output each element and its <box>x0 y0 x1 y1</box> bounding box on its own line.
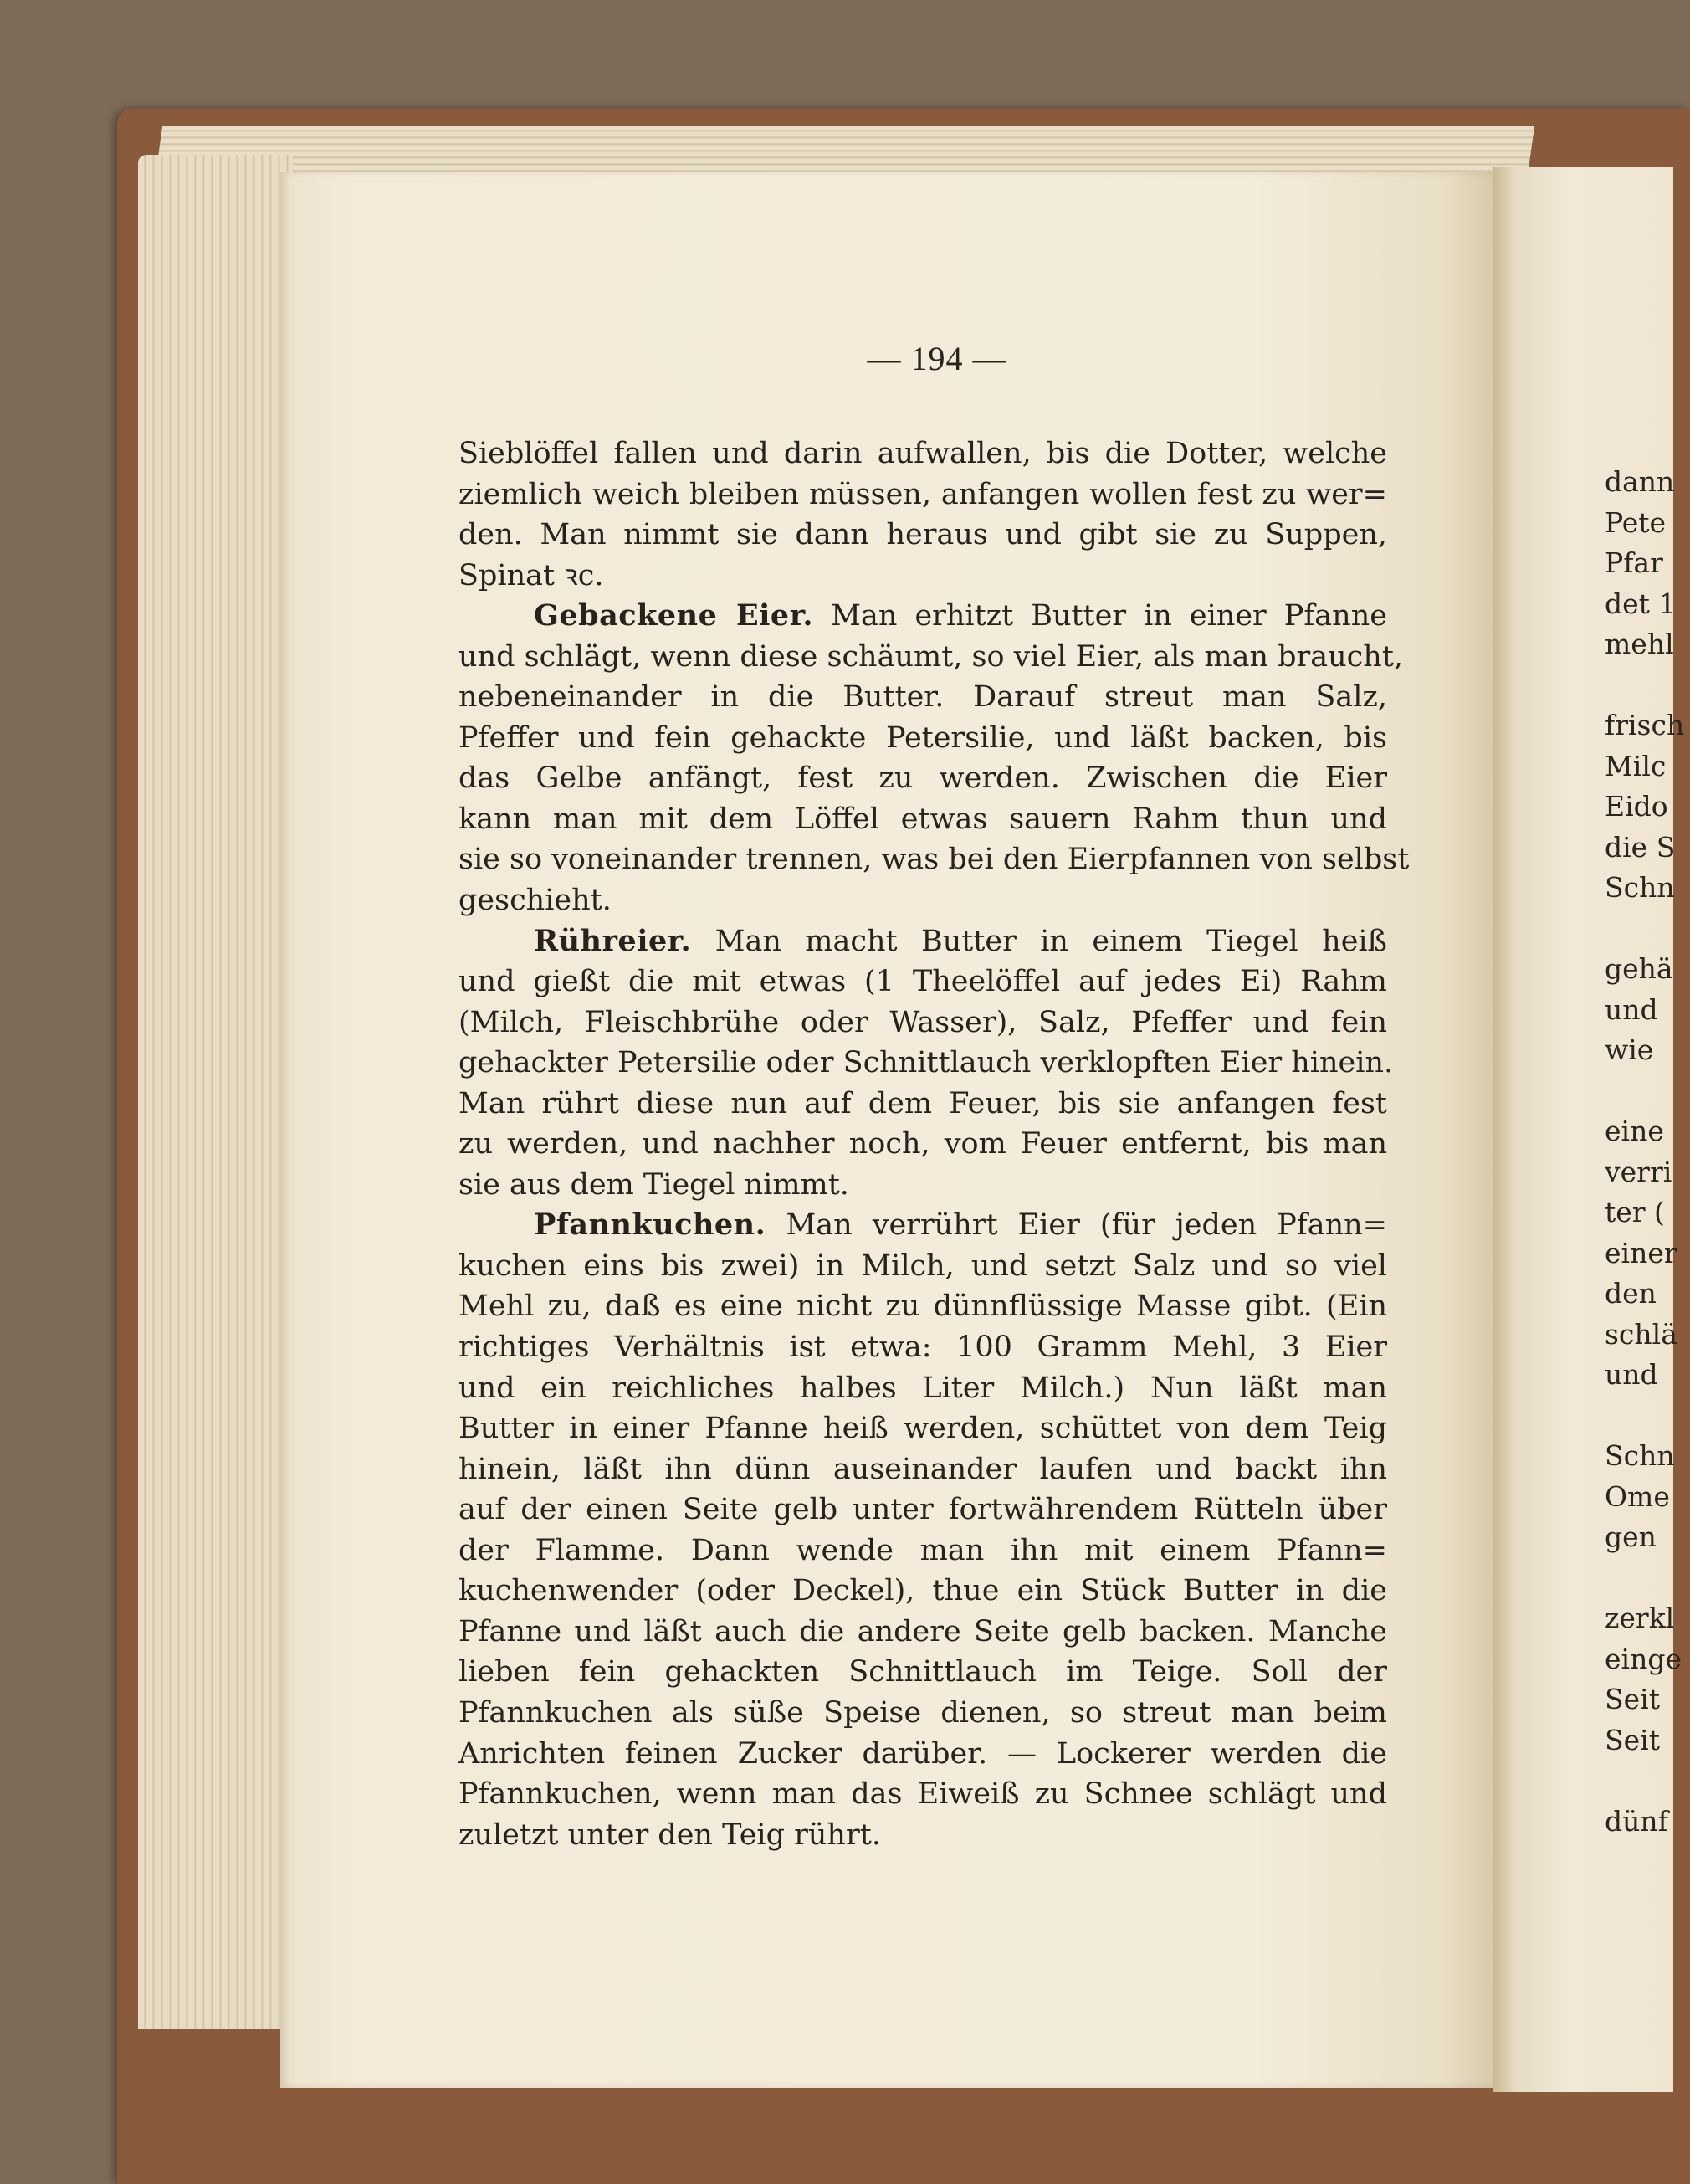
text-line <box>458 758 1387 799</box>
facing-fragment: einer <box>1605 1236 1677 1269</box>
facing-fragment: gehä <box>1605 952 1673 985</box>
facing-page-text-fragments <box>1605 462 1685 1842</box>
line-text: zuletzt unter den Teig rührt. <box>458 1817 881 1852</box>
text-line <box>458 1571 1387 1612</box>
facing-fragment: gen <box>1605 1520 1657 1553</box>
facing-fragment: ter ( <box>1605 1196 1665 1228</box>
facing-fragment: Schn <box>1605 871 1675 904</box>
line-text: auf der einen Seite gelb unter fortwährendem Rütteln über <box>458 1493 1387 1527</box>
facing-fragment: Pfar <box>1605 546 1663 579</box>
text-line <box>458 1489 1387 1530</box>
facing-fragment <box>1605 1761 1673 1802</box>
text-line <box>458 1286 1387 1327</box>
text-line <box>458 1652 1387 1693</box>
page-number: — 194 — <box>867 340 1007 377</box>
line-text: gehackter Petersilie oder Schnittlauch verklopften Eier hinein. <box>458 1046 1394 1080</box>
line-text: richtiges Verhältnis ist etwa: 100 Gramm Mehl, 3 Eier <box>458 1330 1387 1365</box>
facing-fragment: Ome <box>1605 1479 1670 1513</box>
facing-fragment: Schn <box>1605 1439 1675 1472</box>
line-text: kann man mit dem Löffel etwas sauern Rahm thun und <box>458 802 1387 836</box>
facing-fragment: dünf <box>1605 1804 1668 1838</box>
paragraph <box>458 1205 1387 1855</box>
facing-fragment <box>1605 1396 1673 1437</box>
text-line <box>458 637 1404 678</box>
facing-fragment: mehl <box>1605 628 1674 660</box>
facing-fragment <box>1605 1071 1673 1112</box>
line-text: kuchen eins bis zwei) in Milch, und setzt Salz und so viel <box>458 1248 1387 1283</box>
text-line <box>458 1043 1394 1084</box>
facing-fragment: und <box>1605 1358 1658 1391</box>
line-text: Man erhitzt Butter in einer Pfanne <box>831 599 1387 633</box>
paragraph <box>458 596 1410 920</box>
line-text: ziemlich weich bleiben müssen, anfangen wollen fest zu wer= <box>458 477 1387 511</box>
line-text: Pfannkuchen, wenn man das Eiweiß zu Schnee schlägt und <box>458 1777 1387 1812</box>
facing-fragment: schlä <box>1605 1317 1677 1351</box>
text-line <box>458 880 1387 921</box>
paragraph <box>458 433 1387 596</box>
line-text: Butter in einer Pfanne heiß werden, schüttet von dem Teig <box>458 1412 1387 1446</box>
facing-fragment: Pete <box>1605 505 1667 539</box>
line-text: sie aus dem Tiegel nimmt. <box>458 1167 849 1202</box>
text-line <box>458 1815 1387 1856</box>
line-text: kuchenwender (oder Deckel), thue ein Stück Butter in die <box>458 1574 1387 1608</box>
facing-fragment <box>1605 909 1673 950</box>
facing-fragment: die S <box>1605 830 1676 864</box>
facing-fragment <box>1605 665 1673 706</box>
text-line <box>458 556 1387 597</box>
text-line <box>458 1124 1387 1165</box>
line-text: nebeneinander in die Butter. Darauf streut man Salz, <box>458 680 1387 715</box>
page-body-text <box>458 433 1410 1855</box>
text-line <box>458 718 1387 759</box>
text-line <box>458 921 1387 962</box>
line-text: Sieblöffel fallen und darin aufwallen, bis die Dotter, welche <box>458 437 1387 470</box>
facing-fragment: eine <box>1605 1115 1664 1147</box>
line-text: den. Man nimmt sie dann heraus und gibt sie zu Suppen, <box>458 518 1387 552</box>
line-text: das Gelbe anfängt, fest zu werden. Zwischen die Eier <box>458 761 1387 796</box>
text-line <box>458 474 1387 515</box>
facing-fragment: wie <box>1605 1033 1654 1066</box>
facing-fragment: dann <box>1605 465 1675 498</box>
line-text: Man verrührt Eier (für jeden Pfann= <box>786 1208 1387 1243</box>
text-line <box>458 1205 1387 1246</box>
page-block-top-edge <box>156 126 1534 176</box>
line-text: und schlägt, wenn diese schäumt, so viel Eier, als man braucht, <box>458 639 1404 674</box>
facing-fragment: einge <box>1605 1642 1682 1675</box>
facing-fragment: und <box>1605 992 1658 1026</box>
text-line <box>458 1084 1387 1125</box>
recipe-heading: Pfannkuchen. <box>534 1207 766 1243</box>
text-line <box>458 961 1387 1002</box>
line-text: und gießt die mit etwas (1 Theelöffel auf jedes Ei) Rahm <box>458 965 1387 999</box>
page-block-side-edge <box>138 155 293 2029</box>
text-line <box>458 1774 1387 1815</box>
text-line <box>458 1368 1387 1409</box>
line-text: und ein reichliches halbes Liter Milch.) Nun läßt man <box>458 1371 1387 1405</box>
text-line <box>458 1734 1387 1775</box>
line-text: Man rührt diese nun auf dem Feuer, bis sie anfangen fest <box>458 1086 1387 1120</box>
text-line <box>458 1246 1387 1287</box>
line-text: Pfannkuchen als süße Speise dienen, so streut man beim <box>458 1695 1387 1730</box>
line-text: hinein, läßt ihn dünn auseinander laufen und backt ihn <box>458 1452 1387 1486</box>
line-text: Pfeffer und fein gehackte Petersilie, und läßt backen, bis <box>458 720 1387 755</box>
recipe-heading: Rühreier. <box>534 923 692 958</box>
facing-fragment: Seit <box>1605 1723 1660 1756</box>
text-line <box>458 799 1387 840</box>
facing-fragment: zerkl <box>1605 1602 1675 1634</box>
line-text: geschieht. <box>458 884 612 918</box>
line-text: Anrichten feinen Zucker darüber. — Lockerer werden die <box>458 1736 1387 1771</box>
text-line <box>458 1449 1387 1490</box>
text-line <box>458 1612 1387 1653</box>
recipe-heading: Gebackene Eier. <box>534 598 814 633</box>
text-line <box>458 1530 1387 1571</box>
text-line <box>458 1002 1387 1043</box>
facing-fragment: det 1 <box>1605 587 1677 620</box>
facing-fragment: Milc <box>1605 749 1667 782</box>
line-text: (Milch, Fleischbrühe oder Wasser), Salz, Pfeffer und fein <box>458 1005 1387 1039</box>
facing-fragment: verri <box>1605 1155 1672 1188</box>
line-text: sie so voneinander trennen, was bei den Eierpfannen von selbst <box>458 843 1410 877</box>
text-line <box>458 839 1410 880</box>
facing-fragment: Eido <box>1605 790 1668 823</box>
line-text: der Flamme. Dann wende man ihn mit einem Pfann= <box>458 1533 1387 1567</box>
facing-fragment: frisch <box>1605 709 1685 741</box>
text-line <box>458 596 1387 637</box>
facing-fragment <box>1605 1558 1673 1599</box>
line-text: Man macht Butter in einem Tiegel heiß <box>714 924 1387 958</box>
text-line <box>458 1165 1387 1206</box>
facing-fragment: den <box>1605 1277 1657 1310</box>
line-text: Pfanne und läßt auch die andere Seite gelb backen. Manche <box>458 1614 1387 1648</box>
line-text: Spinat ꝛc. <box>458 558 604 592</box>
line-text: Mehl zu, daß es eine nicht zu dünnflüssige Masse gibt. (Ein <box>458 1289 1387 1324</box>
facing-fragment: Seit <box>1605 1683 1660 1715</box>
text-line <box>458 1327 1387 1368</box>
line-text: lieben fein gehackten Schnittlauch im Teige. Soll der <box>458 1655 1387 1689</box>
text-line <box>458 677 1387 718</box>
text-line <box>458 1693 1387 1734</box>
text-line <box>458 515 1387 556</box>
paragraph <box>458 921 1394 1206</box>
line-text: zu werden, und nachher noch, vom Feuer entfernt, bis man <box>458 1127 1387 1161</box>
text-line <box>458 433 1387 474</box>
text-line <box>458 1408 1387 1449</box>
